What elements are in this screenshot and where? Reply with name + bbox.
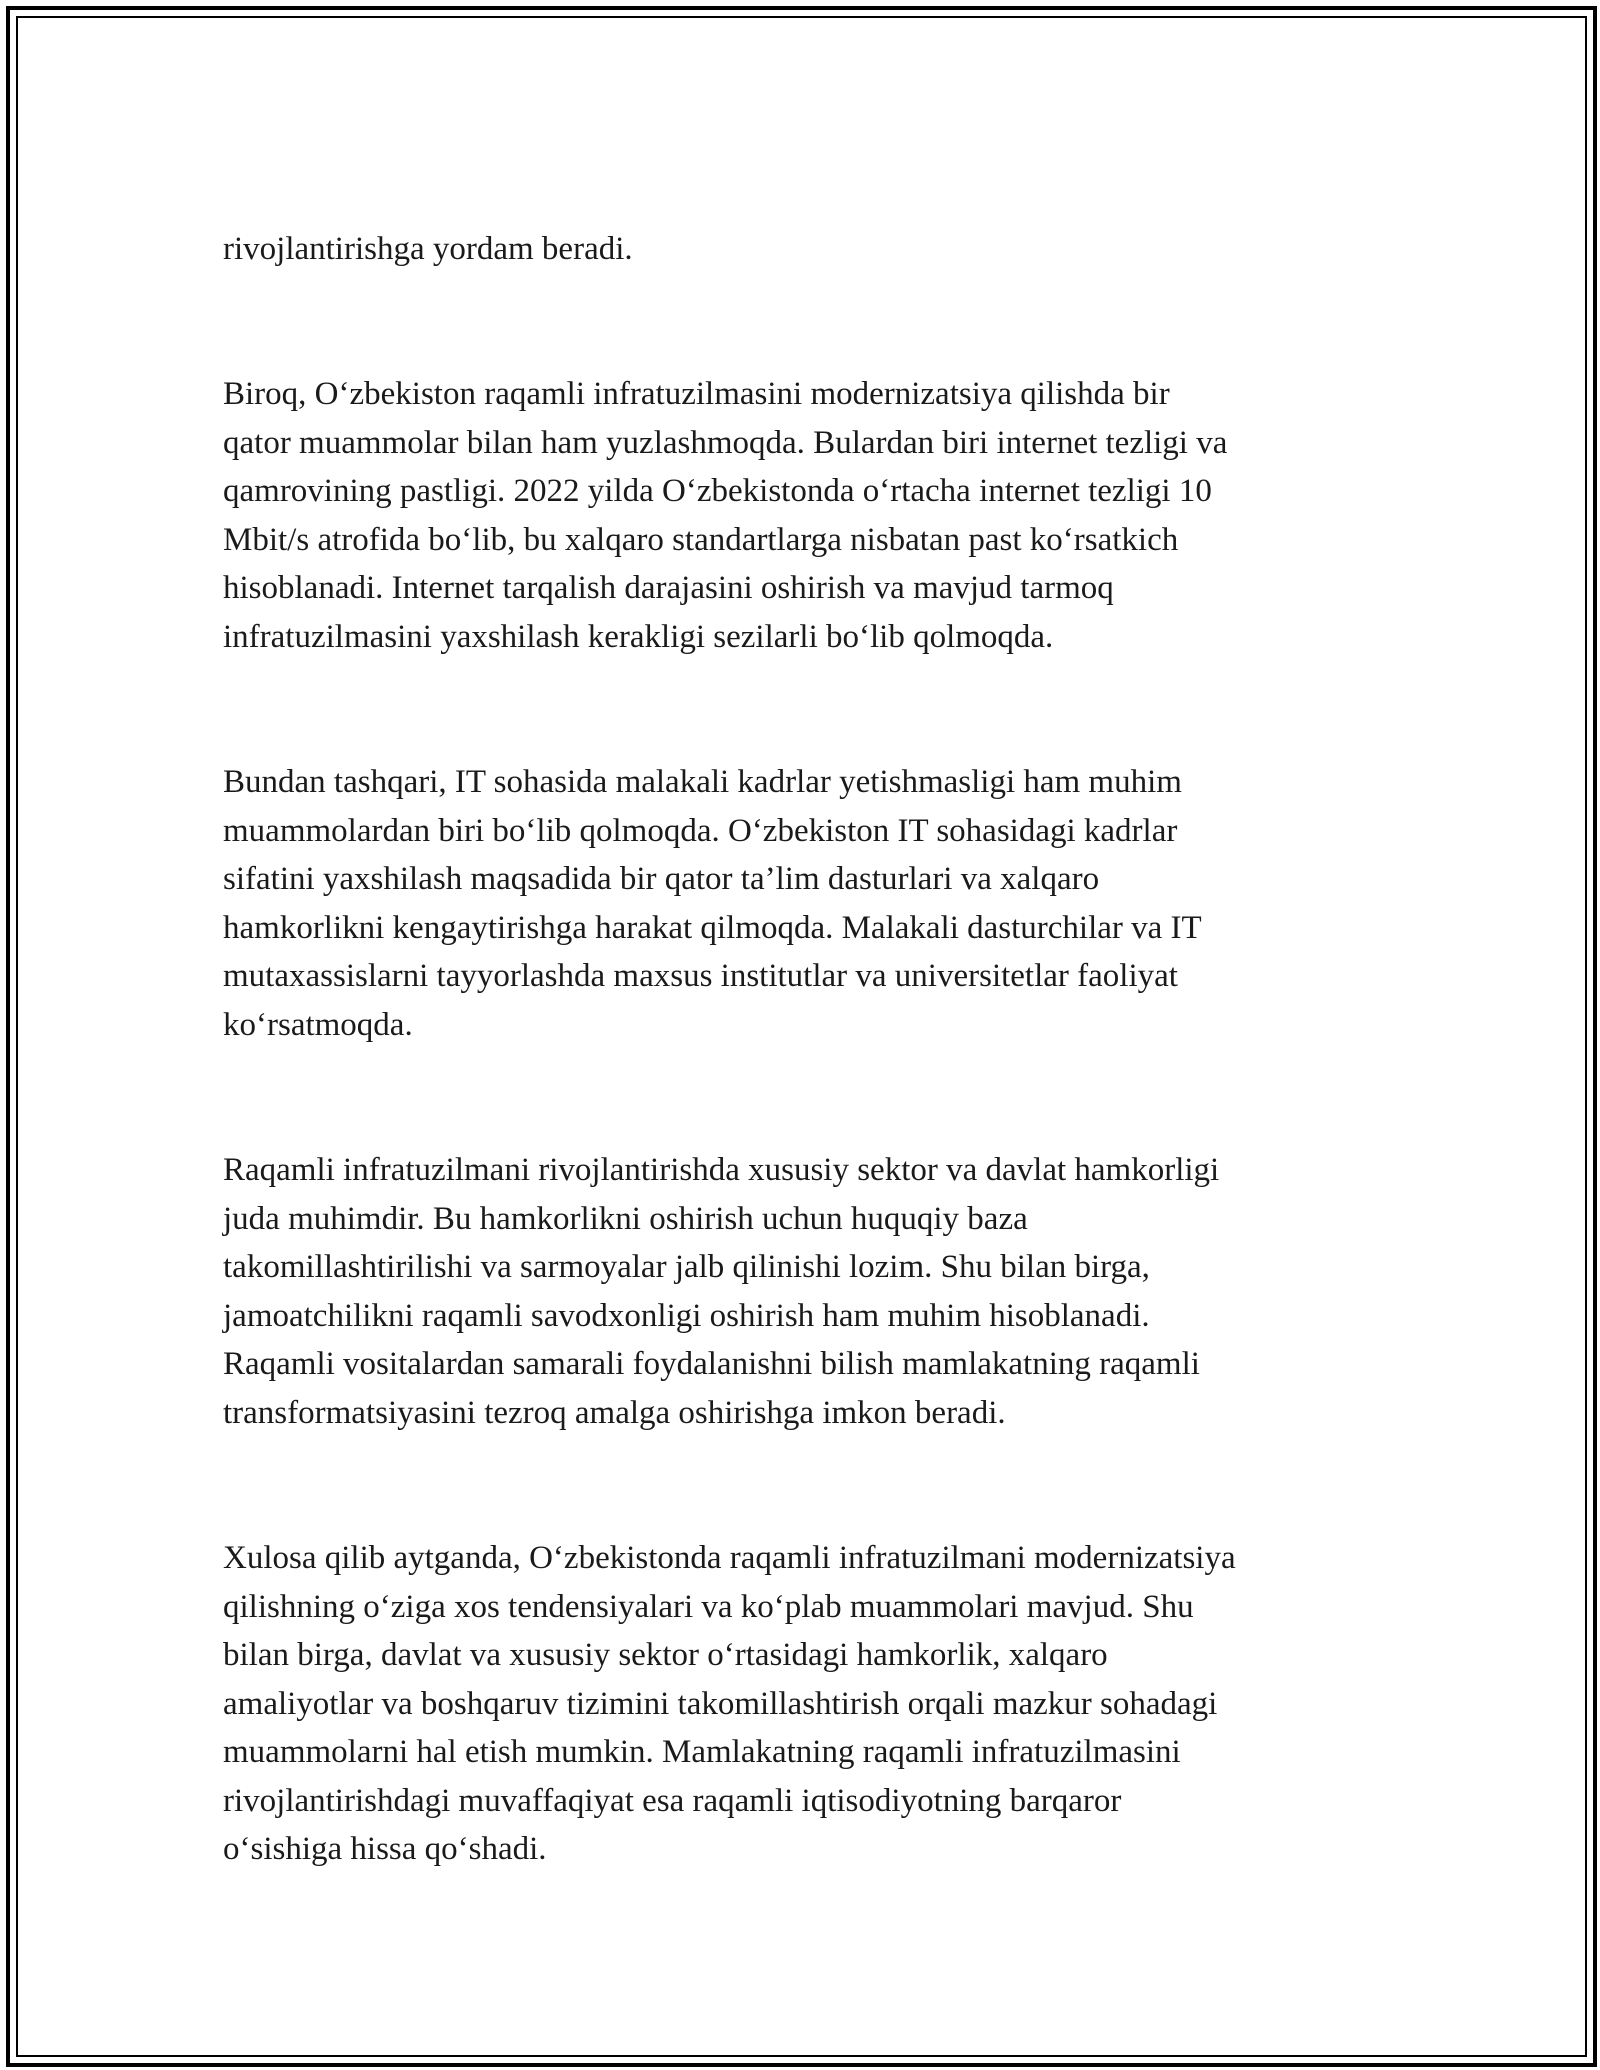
- paragraph-3: Bundan tashqari, IT sohasida malakali kadrlar yetishmasligi ham muhim muammolardan biri bo‘lib qolmoqda. O‘zbekiston IT sohasidagi kadrlar sifatini yaxshilash maqsadida bir qator ta’lim dasturlari va xalqaro hamkorlikni kengaytirishga harakat qilmoqda. Malakali dasturchilar va IT mutaxassislarni tayyorlashda maxsus institutlar va universitetlar faoliyat ko‘rsatmoqda.: [223, 764, 1202, 1043]
- document-body: [223, 176, 1393, 1971]
- paragraph-2: Biroq, O‘zbekiston raqamli infratuzilmasini modernizatsiya qilishda bir qator muammolar bilan ham yuzlashmoqda. Bulardan biri internet tezligi va qamrovining pastligi. 2022 yilda O‘zbekistonda o‘rtacha internet tezligi 10 Mbit/s atrofida bo‘lib, bu xalqaro standartlarga nisbatan past ko‘rsatkich hisoblanadi. Internet tarqalish darajasini oshirish va mavjud tarmoq infratuzilmasini yaxshilash kerakligi sezilarli bo‘lib qolmoqda.: [223, 376, 1228, 655]
- paragraph-5: Xulosa qilib aytganda, O‘zbekistonda raqamli infratuzilmani modernizatsiya qilishning o‘ziga xos tendensiyalari va ko‘plab muammolari mavjud. Shu bilan birga, davlat va xususiy sektor o‘rtasidagi hamkorlik, xalqaro amaliyotlar va boshqaruv tizimini takomillashtirish orqali mazkur sohadagi muammolarni hal etish mumkin. Mamlakatning raqamli infratuzilmasini rivojlantirishdagi muvaffaqiyat esa raqamli iqtisodiyotning barqaror o‘sishiga hissa qo‘shadi.: [223, 1540, 1236, 1867]
- paragraph-4: Raqamli infratuzilmani rivojlantirishda xususiy sektor va davlat hamkorligi juda muhimdir. Bu hamkorlikni oshirish uchun huquqiy baza takomillashtirilishi va sarmoyalar jalb qilinishi lozim. Shu bilan birga, jamoatchilikni raqamli savodxonligi oshirish ham muhim hisoblanadi. Raqamli vositalardan samarali foydalanishni bilish mamlakatning raqamli transformatsiyasini tezroq amalga oshirishga imkon beradi.: [223, 1152, 1220, 1431]
- paragraph-1: rivojlantirishga yordam beradi.: [223, 230, 633, 267]
